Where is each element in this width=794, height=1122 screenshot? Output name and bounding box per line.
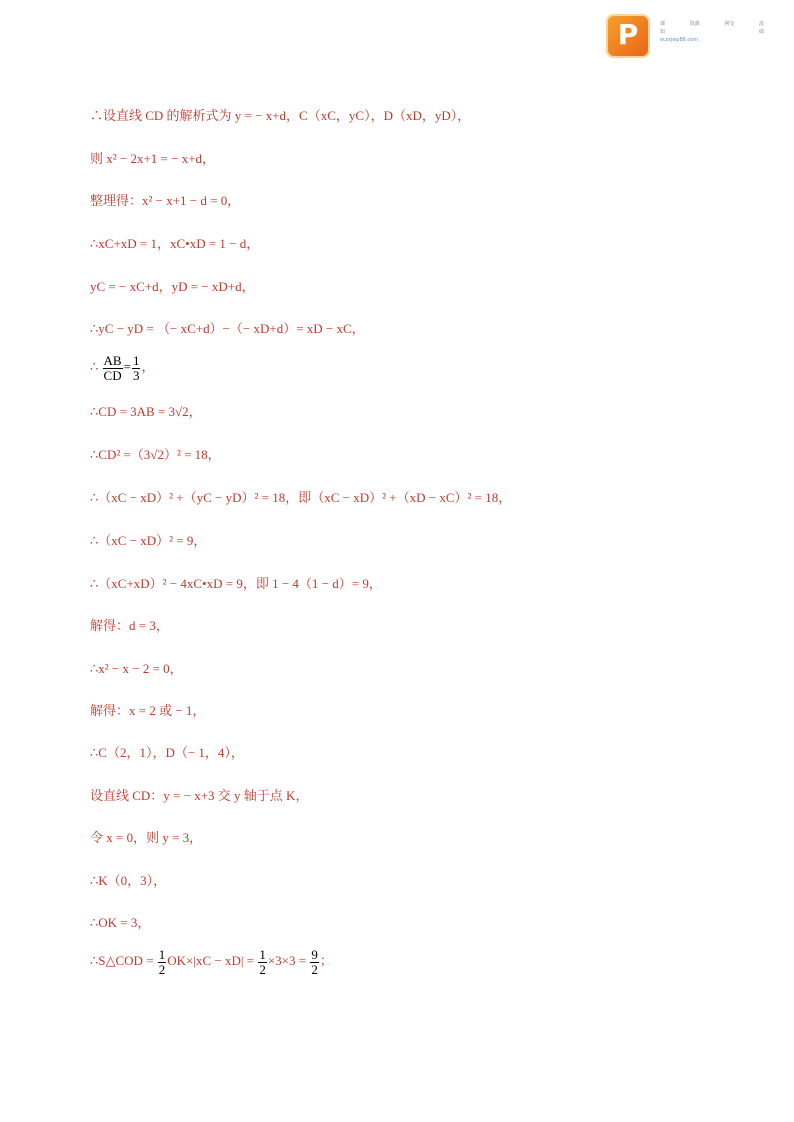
solution-line-5: yC = − xC+d，yD = − xD+d，	[90, 279, 255, 294]
solution-line-2: 则 x² − 2x+1 = − x+d，	[90, 151, 216, 166]
solution-line-13: 解得：d = 3，	[90, 618, 169, 633]
solution-line-14: ∴x² − x − 2 = 0，	[90, 661, 183, 676]
area-middle-2: ×3×3 =	[267, 953, 307, 968]
solution-line-1: ∴设直线 CD 的解析式为 y = − x+d，C（xC，yC），D（xD，yD），	[90, 108, 471, 123]
solution-line-6: ∴yC − yD = （− xC+d）−（− xD+d）= xD − xC，	[90, 321, 365, 336]
solution-line-15: 解得：x = 2 或 − 1，	[90, 703, 206, 718]
fraction-numerator: 9	[311, 946, 318, 962]
solution-line-20: ∴OK = 3，	[90, 915, 151, 930]
area-prefix: ∴S△COD =	[90, 953, 154, 968]
comma: ，	[141, 359, 155, 374]
solution-line-19: ∴K（0，3），	[90, 873, 167, 888]
header-watermark	[660, 20, 764, 44]
fraction-denominator: CD	[103, 367, 122, 383]
therefore-symbol: ∴	[90, 359, 99, 374]
solution-line-11: ∴（xC − xD）² = 9，	[90, 533, 207, 548]
fraction-one-third	[132, 354, 141, 383]
solution-line-10: ∴（xC − xD）² +（yC − yD）² = 18，即（xC − xD）² +（xD − xC）² = 18，	[90, 490, 512, 505]
solution-line-18: 令 x = 0，则 y = 3，	[90, 830, 203, 845]
fraction-denominator: 2	[259, 961, 266, 977]
semicolon: ；	[319, 953, 333, 968]
fraction-ab-cd	[103, 354, 123, 383]
header-text: 知	[660, 29, 666, 35]
header-text: 础	[758, 29, 764, 35]
fraction-numerator: 1	[132, 352, 140, 368]
solution-line-3: 整理得：x² − x+1 − d = 0，	[90, 193, 241, 208]
area-middle: OK×|xC − xD| =	[167, 953, 255, 968]
solution-line-4: ∴xC+xD = 1，xC•xD = 1 − d，	[90, 236, 260, 251]
equals-sign: =	[123, 359, 131, 374]
solution-line-21	[90, 946, 333, 977]
fraction-denominator: 2	[158, 961, 166, 977]
fraction-nine-half	[310, 948, 319, 977]
fraction-one-half	[158, 948, 167, 977]
fraction-numerator: AB	[103, 352, 122, 368]
solution-line-12: ∴（xC+xD）² − 4xC•xD = 9，即 1 − 4（1 − d）= 9，	[90, 576, 382, 591]
site-logo	[606, 14, 650, 58]
logo-letter: P	[617, 18, 639, 51]
fraction-denominator: 2	[311, 961, 318, 977]
fraction-denominator: 3	[132, 367, 140, 383]
solution-line-9: ∴CD² =（3√2）² = 18，	[90, 447, 221, 462]
header-text: 流	[758, 21, 764, 27]
header-text: 网交	[724, 21, 735, 27]
header-text: 资源	[689, 21, 700, 27]
header-url: w.zxjwp88.com	[660, 37, 699, 43]
solution-line-8: ∴CD = 3AB = 3√2，	[90, 404, 202, 419]
solution-line-16: ∴C（2，1），D（− 1，4），	[90, 745, 244, 760]
solution-line-17: 设直线 CD：y = − x+3 交 y 轴于点 K，	[90, 788, 309, 803]
fraction-numerator: 1	[158, 946, 166, 962]
fraction-one-half	[258, 948, 267, 977]
header-text: 课	[660, 21, 666, 27]
fraction-numerator: 1	[259, 946, 266, 962]
solution-line-7	[90, 352, 154, 383]
